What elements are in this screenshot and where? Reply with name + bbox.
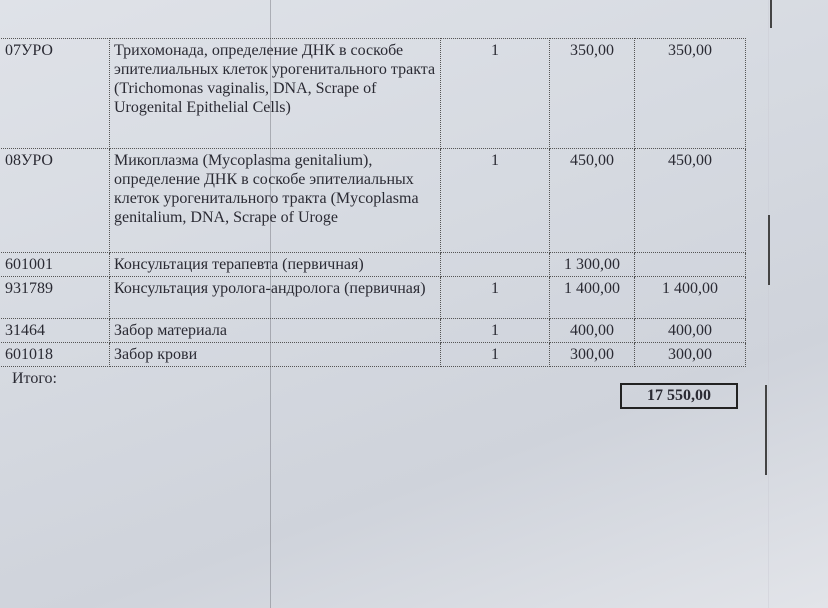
table-row xyxy=(0,319,746,343)
service-qty: 1 xyxy=(441,39,550,149)
service-name: Консультация уролога-андролога (первичная) xyxy=(110,277,441,319)
service-price: 300,00 xyxy=(550,343,635,367)
services-table xyxy=(0,38,746,367)
service-price: 450,00 xyxy=(550,149,635,253)
service-sum: 450,00 xyxy=(635,149,746,253)
service-qty: 1 xyxy=(441,343,550,367)
service-qty: 1 xyxy=(441,149,550,253)
service-price: 1 400,00 xyxy=(550,277,635,319)
service-sum: 1 400,00 xyxy=(635,277,746,319)
service-name: Консультация терапевта (первичная) xyxy=(110,253,441,277)
table-row xyxy=(0,277,746,319)
service-name: Трихомонада, определение ДНК в соскобе эпителиальных клеток урогенитального тракта (Trichomonas vaginalis, DNA, Scrape of Urogenital Epithelial Cells) xyxy=(110,39,441,149)
service-price: 350,00 xyxy=(550,39,635,149)
service-sum: 400,00 xyxy=(635,319,746,343)
service-sum xyxy=(635,253,746,277)
table-row xyxy=(0,39,746,149)
service-name: Забор материала xyxy=(110,319,441,343)
total-value: 17 550,00 xyxy=(620,383,738,409)
table-row xyxy=(0,253,746,277)
service-code: 931789 xyxy=(0,277,110,319)
service-price: 1 300,00 xyxy=(550,253,635,277)
service-price: 400,00 xyxy=(550,319,635,343)
table-row xyxy=(0,343,746,367)
pen-mark xyxy=(768,215,770,285)
service-code: 07УРО xyxy=(0,39,110,149)
service-code: 08УРО xyxy=(0,149,110,253)
service-name: Забор крови xyxy=(110,343,441,367)
total-label: Итого: xyxy=(12,370,57,387)
table-row xyxy=(0,149,746,253)
service-sum: 300,00 xyxy=(635,343,746,367)
pen-mark xyxy=(770,0,772,28)
service-name: Микоплазма (Mycoplasma genitalium), определение ДНК в соскобе эпителиальных клеток урогенитального тракта (Mycoplasma genitalium, DNA, Scrape of Uroge xyxy=(110,149,441,253)
service-sum: 350,00 xyxy=(635,39,746,149)
service-qty: 1 xyxy=(441,319,550,343)
service-qty: 1 xyxy=(441,277,550,319)
service-code: 31464 xyxy=(0,319,110,343)
service-code: 601018 xyxy=(0,343,110,367)
pen-mark xyxy=(765,385,767,475)
paper-fold-line xyxy=(768,0,769,608)
service-code: 601001 xyxy=(0,253,110,277)
service-qty xyxy=(441,253,550,277)
